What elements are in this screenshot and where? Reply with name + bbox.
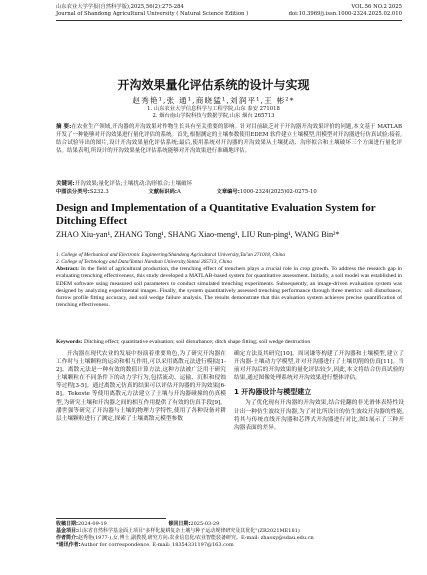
received-date: 2024-09-19 [78,521,107,527]
article-no-value: 1000-2324(2025)02-0275-10 [239,189,317,195]
keywords-cn [56,181,402,188]
intro-paragraph-1: 开沟器在现代农业的发展中扮演着重要角色,为了研究开沟器在工作时与土壤颗粒的运动和相互作用,可以采用离散元法进行模拟[1-2]。离散元法是一种有效的数值计算方法,这种方法被广泛用于研究土壤颗粒在不同条件下的动力学行为,包括流动、运输、沉积和侵蚀等过程[3-5]。通过离散元仿真的结果可以评估开沟器的开沟效果[6-8]。Tekeste 等使用离散元方法建立了土壤与开沟器碰撞的仿真模型,为研究土壤和开沟器之间的相互作用提供了有效的仿真手段[9]。潘世强等研究了开沟器与土壤的物理力学特性,使用了各种设备对耕层土壤颗粒进行了测定,探索了土壤离散元模型参数 [56,351,226,422]
keywords-en-text: Ditching effect; quantitative evaluation; soil disturbance; ditch shape fitting; soil wedge destruction [83,339,311,345]
authors-en: ZHAO Xiu-yan¹, ZHANG Tong¹, SHANG Xiao-meng¹, LIU Run-ping¹, WANG Bin²* [56,230,340,239]
abstract-cn-label: 摘 要: [56,124,72,130]
title-en: Design and Implementation of a Quantitative Evaluation System for Ditching Effect [56,202,376,227]
running-header-left [56,4,248,18]
doc-code-label: 文献标识码: [148,189,177,195]
doi: doi:10.3969/j.issn.1000-2324.2025.02.010 [288,11,402,17]
received-label: 收稿日期: [56,521,78,527]
footnote-divider [56,518,166,519]
fund-line [56,528,402,535]
abstract-cn [56,124,402,156]
volume-issue: VOL.56 NO.2 2025 [351,4,402,10]
bio-label: 作者简介: [56,535,78,541]
keywords-en [56,339,402,346]
section1-paragraph: 为了优化现有开沟器的开沟效果,结合轮翻的非光滑体表特性设计出一种仿生波纹开沟器,为了对比所设计的仿生波纹开沟器的性能,将其与传统直线开沟器和芯铧式开沟器进行对比,图1展示了三种开沟器表面的差异。 [234,400,404,431]
running-header-right [289,4,402,18]
abstract-en [56,266,402,310]
header-divider [56,20,402,21]
bio-line [56,535,402,542]
affiliations-cn [0,106,427,121]
revised-label: 修回日期: [168,521,191,527]
intro-paragraph-2: 确定方法及其研究[10]。周词谦等构建了开沟器和土壤模型,建立了开沟器-土壤动力学模型,并对开沟器进行了土壤切削的仿真[11]。当前对开沟后的开沟效果的量化评估较少,因此,本文将结合仿真试验的结果,通过图像处理系统对开沟效果进行整体评估。 [234,351,404,382]
affiliation-cn-2: 2. 烟台南山学院科技与数据学院,山东 烟台 265713 [152,113,275,120]
affiliation-en-1: 1. College of Mechanical and Electronic Engineering/Shandong Agricultural University,Tai'an 271018, China [56,252,285,258]
affiliation-cn-1: 1. 山东农业大学信息科学与工程学院,山东 泰安 271018 [147,106,280,112]
correspondence-text: Author for correspondence. E-mail: 18354331197@163.com [80,542,234,548]
affiliation-en-2: 2. College of Technology and Data/Yantai Nanshan University,Yantai 265713, China [56,259,232,265]
abstract-cn-text: 在农业生产领域,开沟器的开沟效果对作物生长具有至关重要的影响。针对目前缺乏对于开沟器开沟效果评价的问题,本文基于 MATLAB 开发了一种能够对开沟效果进行量化评估的系统。首先,根据测定的土壤参数使用EDEM 软件建立土壤模型,用模型对开沟器进行仿真试验;接着,结合试验导出的图片,设计开沟效果量化评估系统;最后,使用系统对开沟器的开沟效果从土壤扰动、沟形拟合和土壤破坏三个方面进行量化评估。结果表明,所设计的开沟效果量化评估系统能够对开沟效果进行准确地评估。 [56,124,402,154]
authors-cn: 赵秀艳¹,张 通¹,商晓猛¹,刘润平¹,王 彬²* [132,96,295,105]
body-column-left [56,350,226,423]
body-column-right [234,350,404,432]
bio-text: 赵秀艳(1977-),女,博士,副教授,研究方向:农业信息化/农业智能装备研究。E-mail: zhaoxy@sdau.edu.cn [78,535,314,541]
correspondence-line [56,542,402,549]
keywords-cn-text: 开沟效果;量化评估;土壤扰动;沟形拟合;土壤破坏 [74,181,193,187]
doc-code-value: A [177,189,181,195]
footnotes [56,521,402,549]
dates-line [56,521,402,528]
clc-value: S232.3 [89,189,109,195]
correspondence-label: *通讯作者: [56,542,81,548]
keywords-cn-label: 关键词: [56,181,75,187]
keywords-en-label: Keywords: [56,339,83,345]
revised-date: 2025-03-29 [190,521,220,527]
fund-label: 基金项目: [56,528,78,534]
affiliations-en [56,252,402,266]
clc-label: 中图法分类号: [56,189,90,195]
fund-text: 山东省自然科学基金面上项目"多样化旋耕复杂土壤与种子运动规律研究及其优化"(ZR2021ME181) [78,528,300,534]
abstract-en-label: Abstract: [56,266,80,272]
article-no-label: 文章编号: [216,189,240,195]
journal-name-en: Journal of Shandong Agricultural University ( Natural Science Edition ) [56,11,249,17]
abstract-en-text: In the field of agricultural production, the trenching effect of trenchers plays a crucial role in crop growth. To address the research gap in evaluating trenching effectiveness, this study developed a MATLAB-based system for quantitative assessment. Initially, a soil model was established in EDEM software using measured soil parameters to conduct simulated trenching experiments. Subsequently, an image-driven evaluation system was designed by analyzing experimental images. Finally, the system quantitatively assessed trenching performance through three metrics: soil disturbance, furrow profile fitting accuracy, and soil wedge failure analysis. The results demonstrate that this evaluation system achieves precise quantification of trenching effectiveness. [56,266,403,309]
title-cn: 开沟效果量化评估系统的设计与实现 [117,78,310,92]
section-heading-1: 1 开沟器设计与模型建立 [234,388,312,397]
classification-row [56,189,402,196]
journal-citation-cn: 山东农业大学学报(自然科学版),2025,56(2):275-284 [56,4,184,10]
